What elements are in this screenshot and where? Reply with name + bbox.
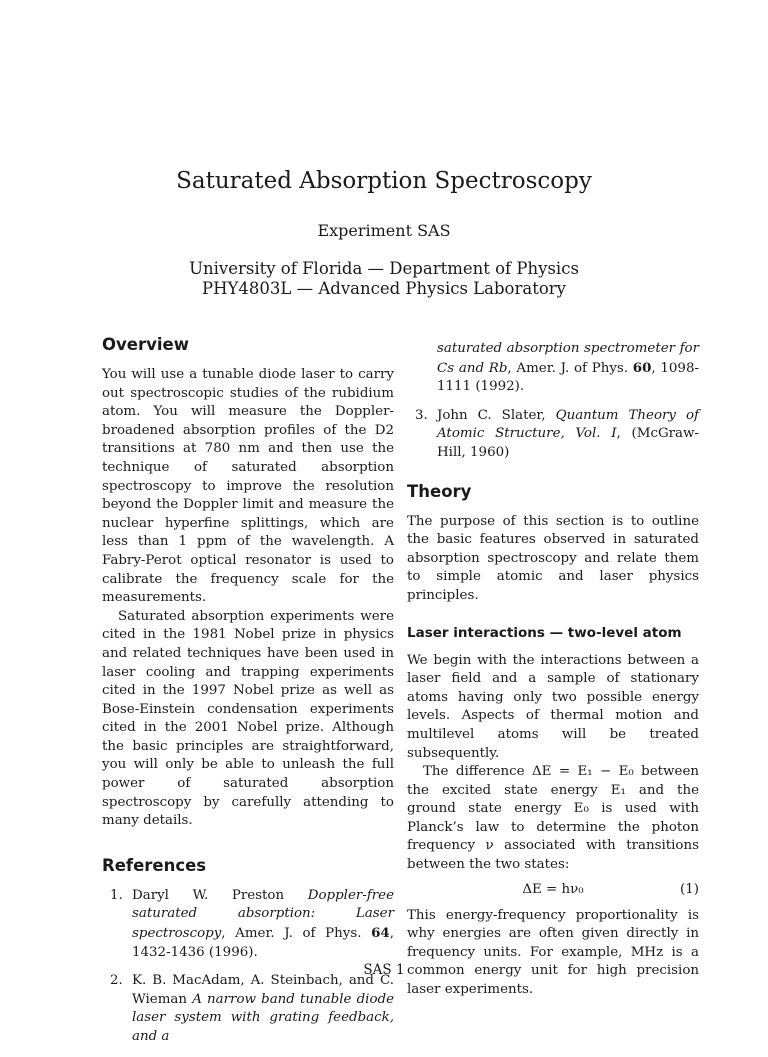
references-heading: References bbox=[102, 855, 207, 875]
reference-authors: John C. Slater, bbox=[437, 407, 556, 423]
page-number: SAS 1 bbox=[363, 962, 405, 978]
reference-item-2 bbox=[102, 972, 394, 1046]
reference-title-continued: saturated absorption spectrometer for Cs and Rb bbox=[437, 341, 699, 376]
right-column bbox=[407, 340, 699, 1000]
reference-journal: , Amer. J. of Phys. bbox=[507, 360, 633, 376]
reference-authors: Daryl W. Preston bbox=[132, 887, 308, 903]
theory-paragraph-1: We begin with the interactions between a laser field and a sample of stationary atoms having only two possible energy levels. Aspects of thermal motion and multilevel atoms will be treated subsequently. bbox=[407, 652, 699, 761]
equation-1 bbox=[407, 879, 699, 901]
reference-authors: K. B. MacAdam, A. Steinbach, and C. Wieman bbox=[132, 973, 394, 1007]
reference-volume: 64 bbox=[371, 925, 390, 942]
reference-title: Quantum Theory of Atomic Structure, Vol. I bbox=[437, 407, 700, 442]
reference-number: 3. bbox=[415, 407, 428, 423]
reference-number: 2. bbox=[110, 973, 123, 989]
theory-heading: Theory bbox=[407, 481, 472, 501]
overview-paragraph-2: Saturated absorption experiments were cited in the 1981 Nobel prize in physics and related techniques have been used in laser cooling and trapping experiments cited in the 1997 Nobel prize as well as Bose-Einstein condensation experiments cited in the 2001 Nobel prize. Although the basic principles are straightforward, you will only be able to unleash the full power of saturated absorption spectroscopy by carefully attending to many details. bbox=[102, 608, 394, 829]
institution-line-2: PHY4803L — Advanced Physics Laboratory bbox=[202, 279, 566, 298]
theory-paragraph-3: This energy-frequency proportionality is why energies are often given directly in frequency units. For example, MHz is a common energy unit for high precision laser experiments. bbox=[407, 907, 699, 998]
left-column bbox=[102, 334, 394, 1057]
overview-heading: Overview bbox=[102, 335, 189, 354]
equation-number: (1) bbox=[680, 881, 699, 897]
reference-title: A narrow band tunable diode laser system with grating feedback, and a bbox=[132, 991, 395, 1044]
reference-publisher: , (McGraw-Hill, 1960) bbox=[437, 426, 700, 460]
theory-intro: The purpose of this section is to outline the basic features observed in saturated absorption spectroscopy and relate them to simple atomic and laser physics principles. bbox=[407, 513, 699, 603]
reference-item-1 bbox=[102, 887, 394, 962]
page-title: Saturated Absorption Spectroscopy bbox=[176, 168, 592, 194]
reference-volume: 60 bbox=[632, 359, 652, 376]
theory-paragraph-2: The difference ΔE = E₁ − E₀ between the excited state energy E₁ and the ground state energy E₀ is used with Planck’s law to determine the photon frequency ν associated with transitions between the two states: bbox=[407, 764, 699, 873]
reference-number: 1. bbox=[110, 887, 123, 903]
reference-title: Doppler-free saturated absorption: Laser spectroscopy bbox=[132, 887, 394, 942]
reference-pages: , 1432-1436 (1996). bbox=[132, 926, 394, 960]
references-list-continued bbox=[407, 407, 699, 463]
reference-item-2-continued bbox=[407, 340, 699, 397]
reference-journal: , Amer. J. of Phys. bbox=[221, 926, 372, 942]
overview-paragraph-1: You will use a tunable diode laser to carry out spectroscopic studies of the rubidium atom. You will measure the Doppler-broadened absorption profiles of the D2 transitions at 780 nm and then use the technique of saturated absorption spectroscopy to improve the resolution beyond the Doppler limit and measure the nuclear hyperfine splittings, which are less than 1 ppm of the wavelength. A Fabry-Perot optical resonator is used to calibrate the frequency scale for the measurements. bbox=[102, 367, 394, 606]
reference-item-3 bbox=[407, 407, 699, 463]
laser-interactions-subheading: Laser interactions — two-level atom bbox=[407, 624, 682, 641]
institution-line-1: University of Florida — Department of Physics bbox=[189, 259, 579, 278]
reference-pages: , 1098-1111 (1992). bbox=[437, 360, 699, 395]
equation-body: ΔE = hν₀ bbox=[522, 881, 584, 897]
institution-block bbox=[0, 259, 768, 299]
page-subtitle: Experiment SAS bbox=[317, 221, 451, 240]
